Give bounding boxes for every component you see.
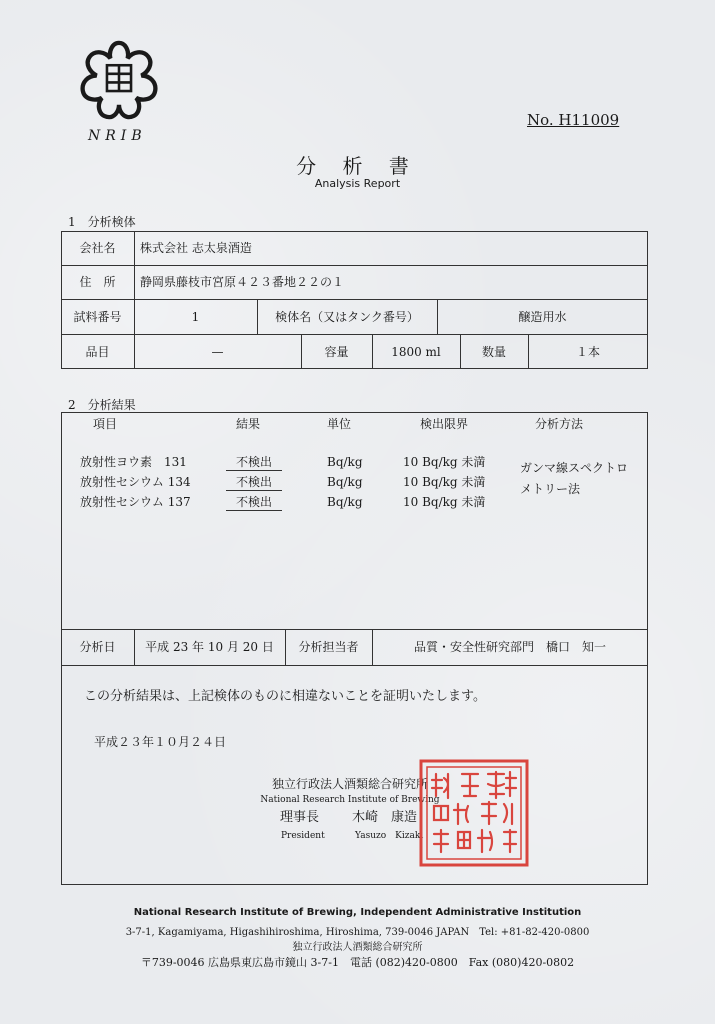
page-title: 分 析 書 bbox=[296, 154, 419, 178]
analysis-date-label: 分析日 bbox=[79, 640, 116, 654]
row-item: 放射性セシウム 137 bbox=[80, 495, 191, 509]
footer-org-en: National Research Institute of Brewing, Independent Administrative Institution bbox=[133, 907, 582, 918]
footer-address-jp: 〒739-0046 広島県東広島市鏡山 3-7-1 電話 (082)420-0800 Fax (080)420-0802 bbox=[140, 956, 575, 969]
quantity-value: １本 bbox=[575, 345, 600, 359]
item-label: 品目 bbox=[85, 345, 110, 359]
president-name-en: Yasuzo Kizaki bbox=[355, 831, 424, 841]
sample-no-label: 試料番号 bbox=[73, 310, 122, 324]
org-abbrev: NRIB bbox=[88, 128, 147, 144]
quantity-label: 数量 bbox=[481, 345, 506, 359]
row-item: 放射性ヨウ素 131 bbox=[80, 455, 187, 469]
row-unit: Bq/kg bbox=[327, 455, 363, 469]
sample-no-value: 1 bbox=[191, 310, 200, 324]
item-value: — bbox=[211, 345, 224, 359]
row-unit: Bq/kg bbox=[327, 495, 363, 509]
address-value: 静岡県藤枝市宮原４２３番地２２の１ bbox=[140, 275, 345, 289]
row-limit: 10 Bq/kg 未満 bbox=[403, 495, 486, 509]
col-limit: 検出限界 bbox=[420, 417, 469, 431]
address-label: 住 所 bbox=[79, 275, 116, 289]
president-title-jp: 理事長 bbox=[280, 810, 320, 825]
col-unit: 単位 bbox=[327, 417, 352, 431]
col-item: 項目 bbox=[93, 417, 118, 431]
analyst-label: 分析担当者 bbox=[298, 640, 359, 654]
row-result: 不検出 bbox=[226, 495, 282, 511]
volume-value: 1800 ml bbox=[391, 345, 441, 359]
sample-name-label: 検体名（又はタンク番号） bbox=[275, 310, 419, 324]
row-item: 放射性セシウム 134 bbox=[80, 475, 191, 489]
row-result: 不検出 bbox=[226, 455, 282, 471]
col-method: 分析方法 bbox=[535, 417, 584, 431]
col-result: 結果 bbox=[236, 417, 261, 431]
footer-address-en: 3-7-1, Kagamiyama, Higashihiroshima, Hiroshima, 739-0046 JAPAN Tel: +81-82-420-0800 bbox=[125, 927, 590, 938]
analysis-date-value: 平成 23 年 10 月 20 日 bbox=[145, 640, 274, 654]
section1-heading: 1 分析検体 bbox=[68, 215, 136, 229]
company-value: 株式会社 志太泉酒造 bbox=[140, 241, 252, 255]
nrib-logo-icon bbox=[76, 36, 162, 122]
certification-statement: この分析結果は、上記検体のものに相違ないことを証明いたします。 bbox=[84, 689, 486, 704]
analyst-value: 品質・安全性研究部門 橋口 知一 bbox=[413, 640, 606, 654]
president-title-en: President bbox=[281, 831, 325, 841]
official-seal-icon bbox=[418, 758, 530, 868]
method-line2: メトリー法 bbox=[520, 482, 581, 496]
footer-org-jp: 独立行政法人酒類総合研究所 bbox=[292, 942, 423, 953]
president-name-jp: 木崎 康造 bbox=[352, 810, 418, 825]
row-unit: Bq/kg bbox=[327, 475, 363, 489]
row-limit: 10 Bq/kg 未満 bbox=[403, 455, 486, 469]
org-name-en: National Research Institute of Brewing bbox=[260, 795, 440, 805]
page-subtitle: Analysis Report bbox=[314, 177, 401, 190]
company-label: 会社名 bbox=[79, 241, 116, 255]
row-result: 不検出 bbox=[226, 475, 282, 491]
certification-date: 平成２３年１０月２４日 bbox=[94, 735, 227, 749]
method-line1: ガンマ線スペクトロ bbox=[520, 461, 629, 475]
sample-name-value: 醸造用水 bbox=[518, 310, 567, 324]
section2-heading: 2 分析結果 bbox=[68, 398, 136, 412]
row-limit: 10 Bq/kg 未満 bbox=[403, 475, 486, 489]
volume-label: 容量 bbox=[324, 345, 349, 359]
document-number: No. H11009 bbox=[527, 111, 620, 129]
org-name-jp: 独立行政法人酒類総合研究所 bbox=[271, 777, 428, 791]
